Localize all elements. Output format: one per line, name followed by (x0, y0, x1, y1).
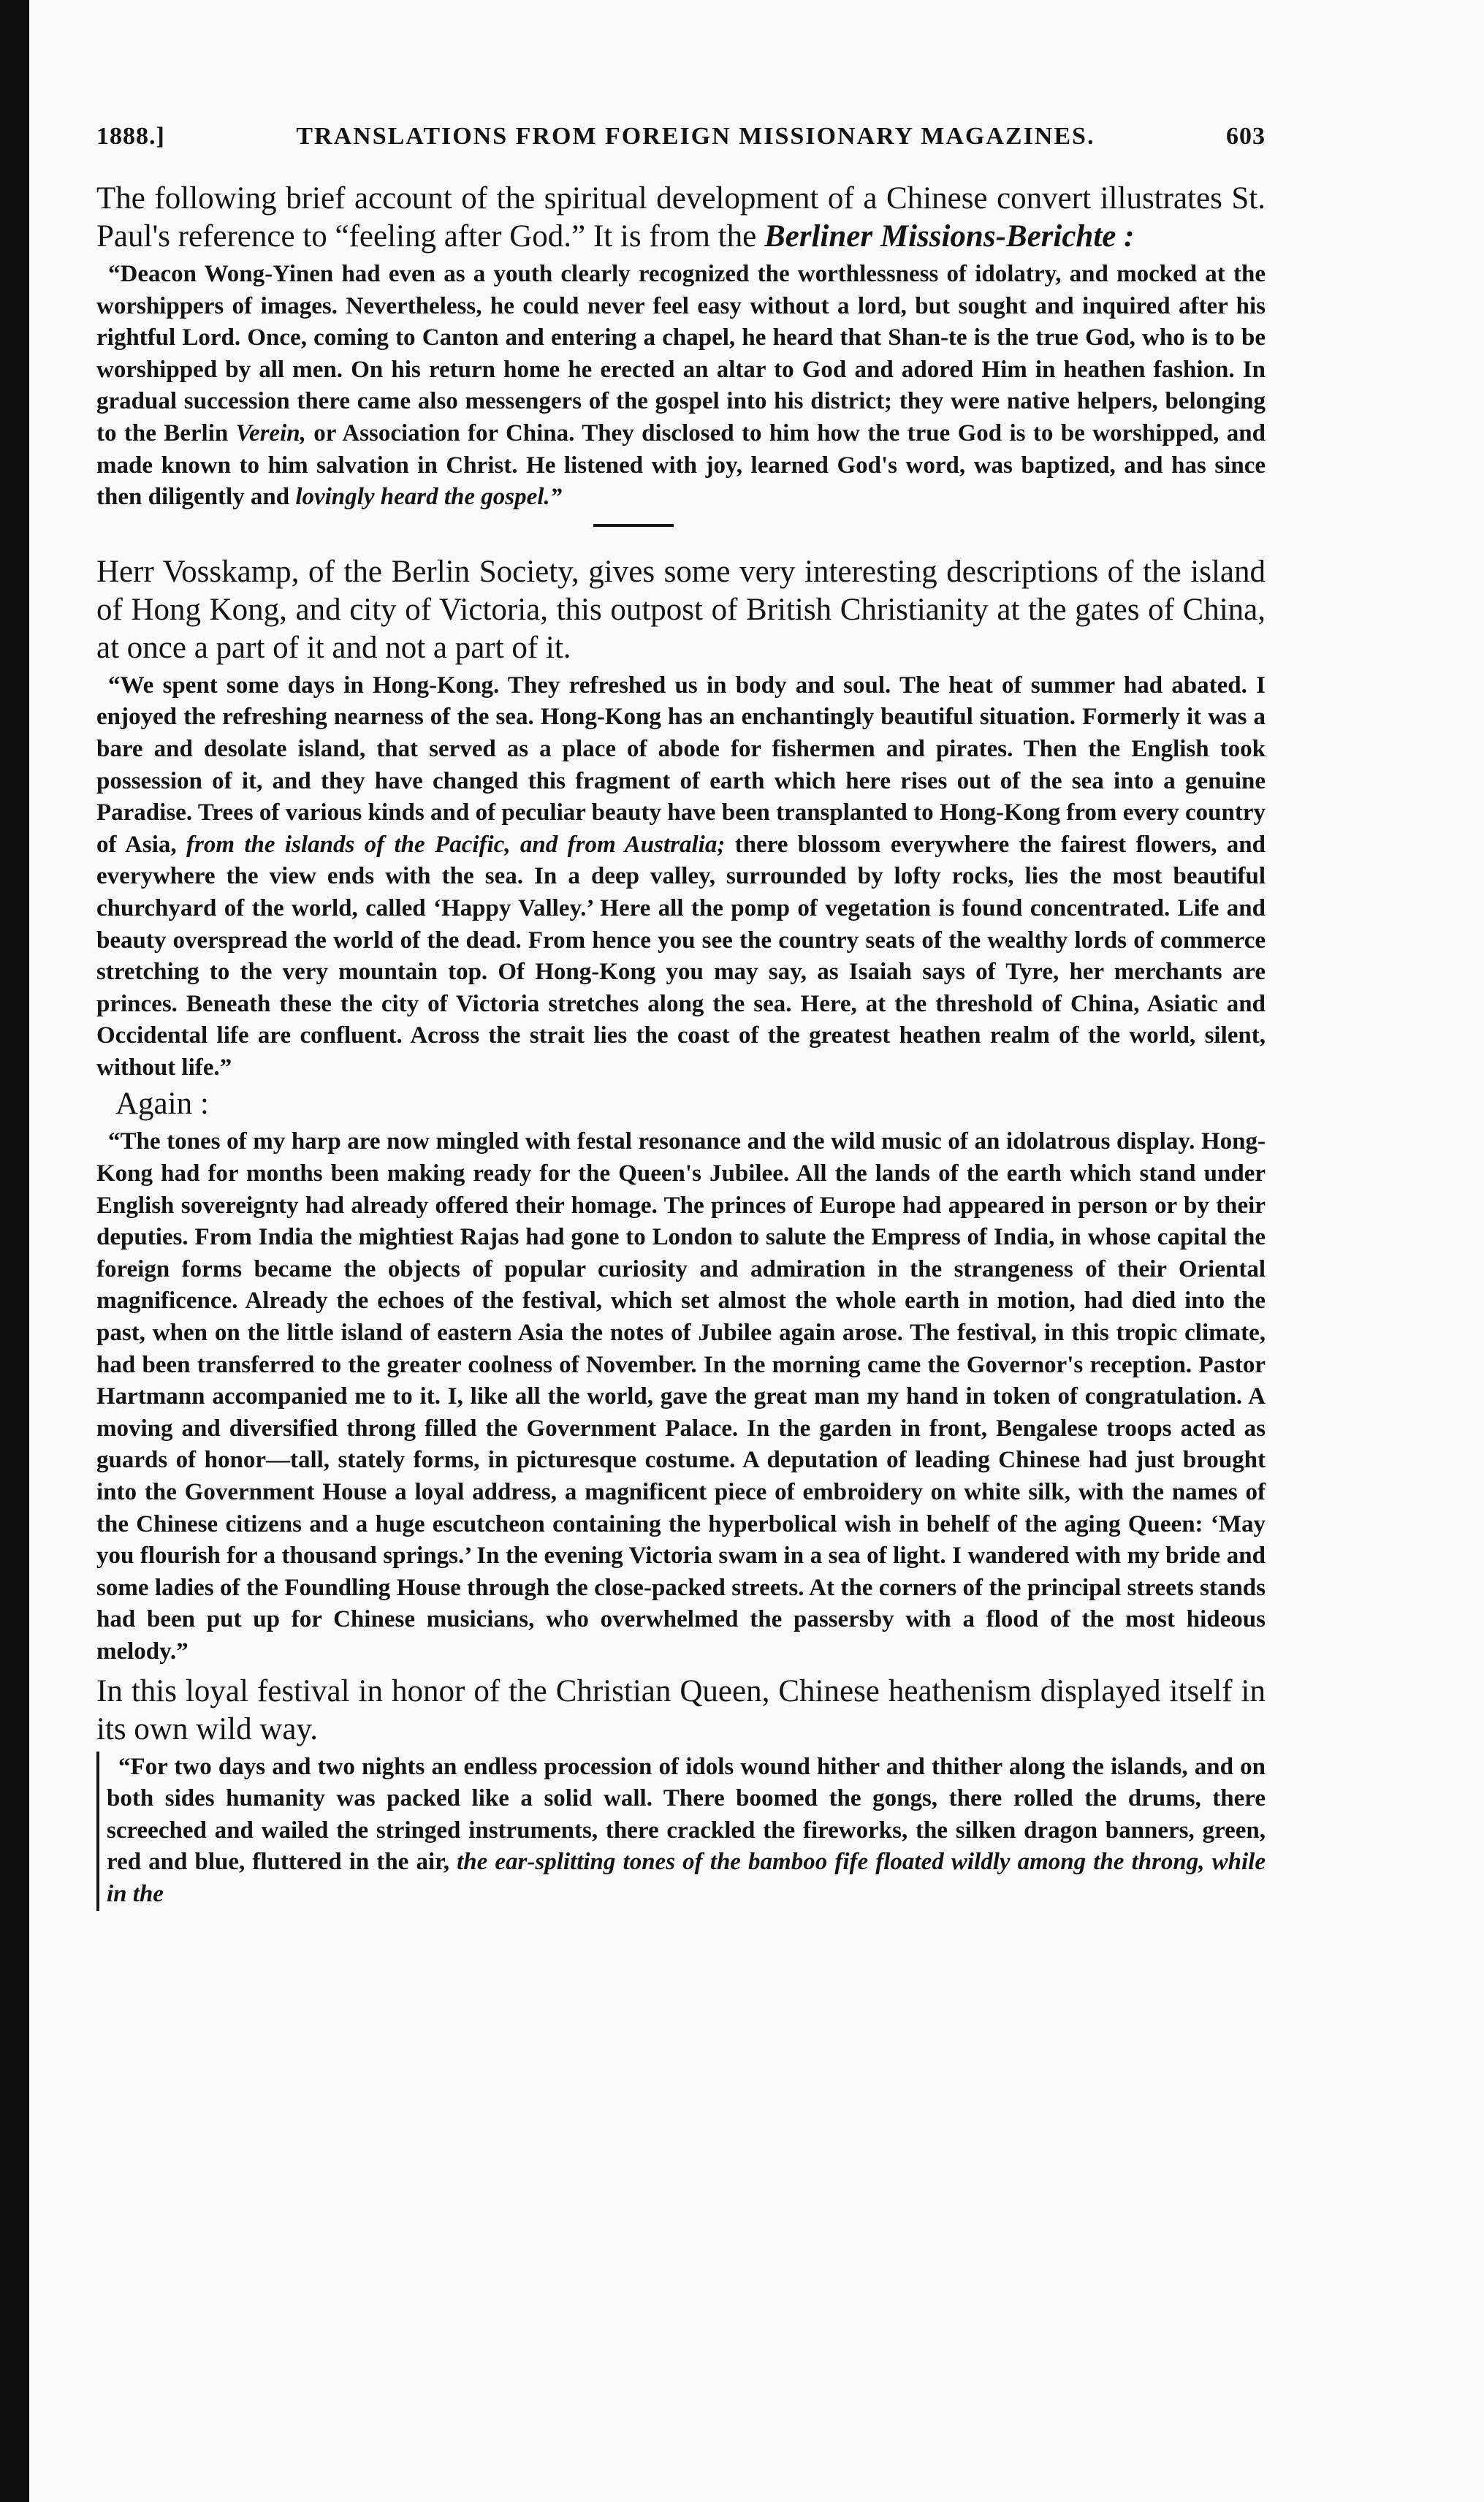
page-content (96, 123, 1266, 1911)
section3-intro: In this loyal festival in honor of the Christian Queen, Chinese heathenism displayed itself in its own wild way. (96, 1673, 1266, 1746)
header-year: 1888.] (96, 123, 165, 150)
running-head (96, 123, 1266, 151)
hongkong-quote-b: from the islands of the Pacific, and from Australia; (186, 831, 726, 858)
section2-intro: Herr Vosskamp, of the Berlin Society, gives some very interesting descriptions of the island of Hong Kong, and city of Victoria, this outpost of British Christianity at the gates of China, at once a part of it and not a part of it. (96, 554, 1266, 665)
procession-quote-b: the ear-splitting tones of the bamboo fife floated wildly among the throng, while in the (107, 1849, 1266, 1907)
page-number: 603 (1225, 123, 1266, 150)
section1-intro (96, 180, 1266, 256)
section1-intro-text: The following brief account of the spiritual development of a Chinese convert illustrates St. Paul's reference to “feeling after God.” It is from the (96, 181, 1266, 254)
hongkong-quote-c: there blossom everywhere the fairest flowers, and everywhere the view ends with the sea. In a deep valley, surrounded by lofty rocks, lies the most beautiful churchyard of the world, called ‘Happy Valley.’ Here all the pomp of vegetation is found concentrated. Life and beauty overspread the world of the dead. From hence you see the country seats of the wealthy lords of commerce stretching to the very mountain top. Of Hong-Kong you may say, as Isaiah says of Tyre, her merchants are princes. Beneath these the city of Victoria stretches along the sea. Here, at the threshold of China, Asiatic and Occidental life are confluent. Across the strait lies the coast of the greatest heathen realm of the world, silent, without life.” (96, 831, 1266, 1081)
section2-quote-festival: “The tones of my harp are now mingled with festal resonance and the wild music of an idolatrous display. Hong-Kong had for months been making ready for the Queen's Jubilee. All the lands of the earth which stand under English sovereignty had already offered their homage. The princes of Europe had appeared in person or by their deputies. From India the mightiest Rajas had gone to London to salute the Empress of India, in whose capital the foreign forms became the objects of popular curiosity and admiration in the strangeness of their Oriental magnificence. Already the echoes of the festival, which set almost the whole earth in motion, had died into the past, when on the little island of eastern Asia the notes of Jubilee again arose. The festival, in this tropic climate, had been transferred to the greater coolness of November. In the morning came the Governor's reception. Pastor Hartmann accompanied me to it. I, like all the world, gave the great man my hand in token of congratulation. A moving and diversified throng filled the Government Palace. In the garden in front, Bengalese troops acted as guards of honor—tall, stately forms, in picturesque costume. A deputation of leading Chinese had just brought into the Government House a loyal address, a magnificent piece of embroidery on white silk, with the names of the Chinese citizens and a huge escutcheon containing the hyperbolical wish in behelf of the aging Queen: ‘May you flourish for a thousand springs.’ In the evening Victoria swam in a sea of light. I wandered with my bride and some ladies of the Foundling House through the close-packed streets. At the corners of the principal streets stands had been put up for Chinese musicians, who overwhelmed the passersby with a flood of the most hideous melody.” (96, 1128, 1266, 1665)
section1-source: Berliner Missions-Berichte : (764, 219, 1135, 254)
hongkong-quote-a: “We spent some days in Hong-Kong. They refreshed us in body and soul. The heat of summer had abated. I enjoyed the refreshing nearness of the sea. Hong-Kong has an enchantingly beautiful situation. Formerly it was a bare and desolate island, that served as a place of abode for fishermen and pirates. Then the English took possession of it, and they have changed this fragment of earth which here rises out of the sea into a genuine Paradise. Trees of various kinds and of peculiar beauty have been transplanted to Hong-Kong from every country of Asia, (96, 672, 1266, 858)
quote-main: “Deacon Wong-Yinen had even as a youth clearly recognized the worthlessness of idolatry, and mocked at the worshippers of images. Nevertheless, he could never feel easy without a lord, but sought and inquired after his rightful Lord. Once, coming to Canton and entering a chapel, he heard that Shan-te is the true God, who is to be worshipped by all men. On his return home he erected an altar to God and adored Him in heathen fashion. In gradual succession there came also messengers of the gospel into his district; they were native helpers, belonging to the Berlin (96, 261, 1266, 446)
section1-quote (96, 259, 1266, 514)
quote-rest: or Association for China. They disclosed to him how the true God is to be worshipped, and made known to him salvation in Christ. He listened with joy, learned God's word, was baptized, and has since then diligently and (96, 419, 1266, 511)
procession-quote-a: “For two days and two nights an endless procession of idols wound hither and thither along the islands, and on both sides humanity was packed like a solid wall. There boomed the gongs, there rolled the drums, there screeched and wailed the stringed instruments, there crackled the fireworks, the silken dragon banners, green, red and blue, fluttered in the air, (107, 1753, 1266, 1876)
section3-quote (96, 1752, 1266, 1911)
quote-verein: Verein, (235, 419, 306, 446)
again-label: Again : (115, 1087, 209, 1122)
header-title: TRANSLATIONS FROM FOREIGN MISSIONARY MAGAZINES. (296, 123, 1095, 150)
section-gap (96, 527, 1266, 553)
quote-end: lovingly heard the gospel.” (295, 484, 563, 511)
book-binding-edge (0, 0, 29, 2502)
section2-quote-hongkong (96, 670, 1266, 1084)
